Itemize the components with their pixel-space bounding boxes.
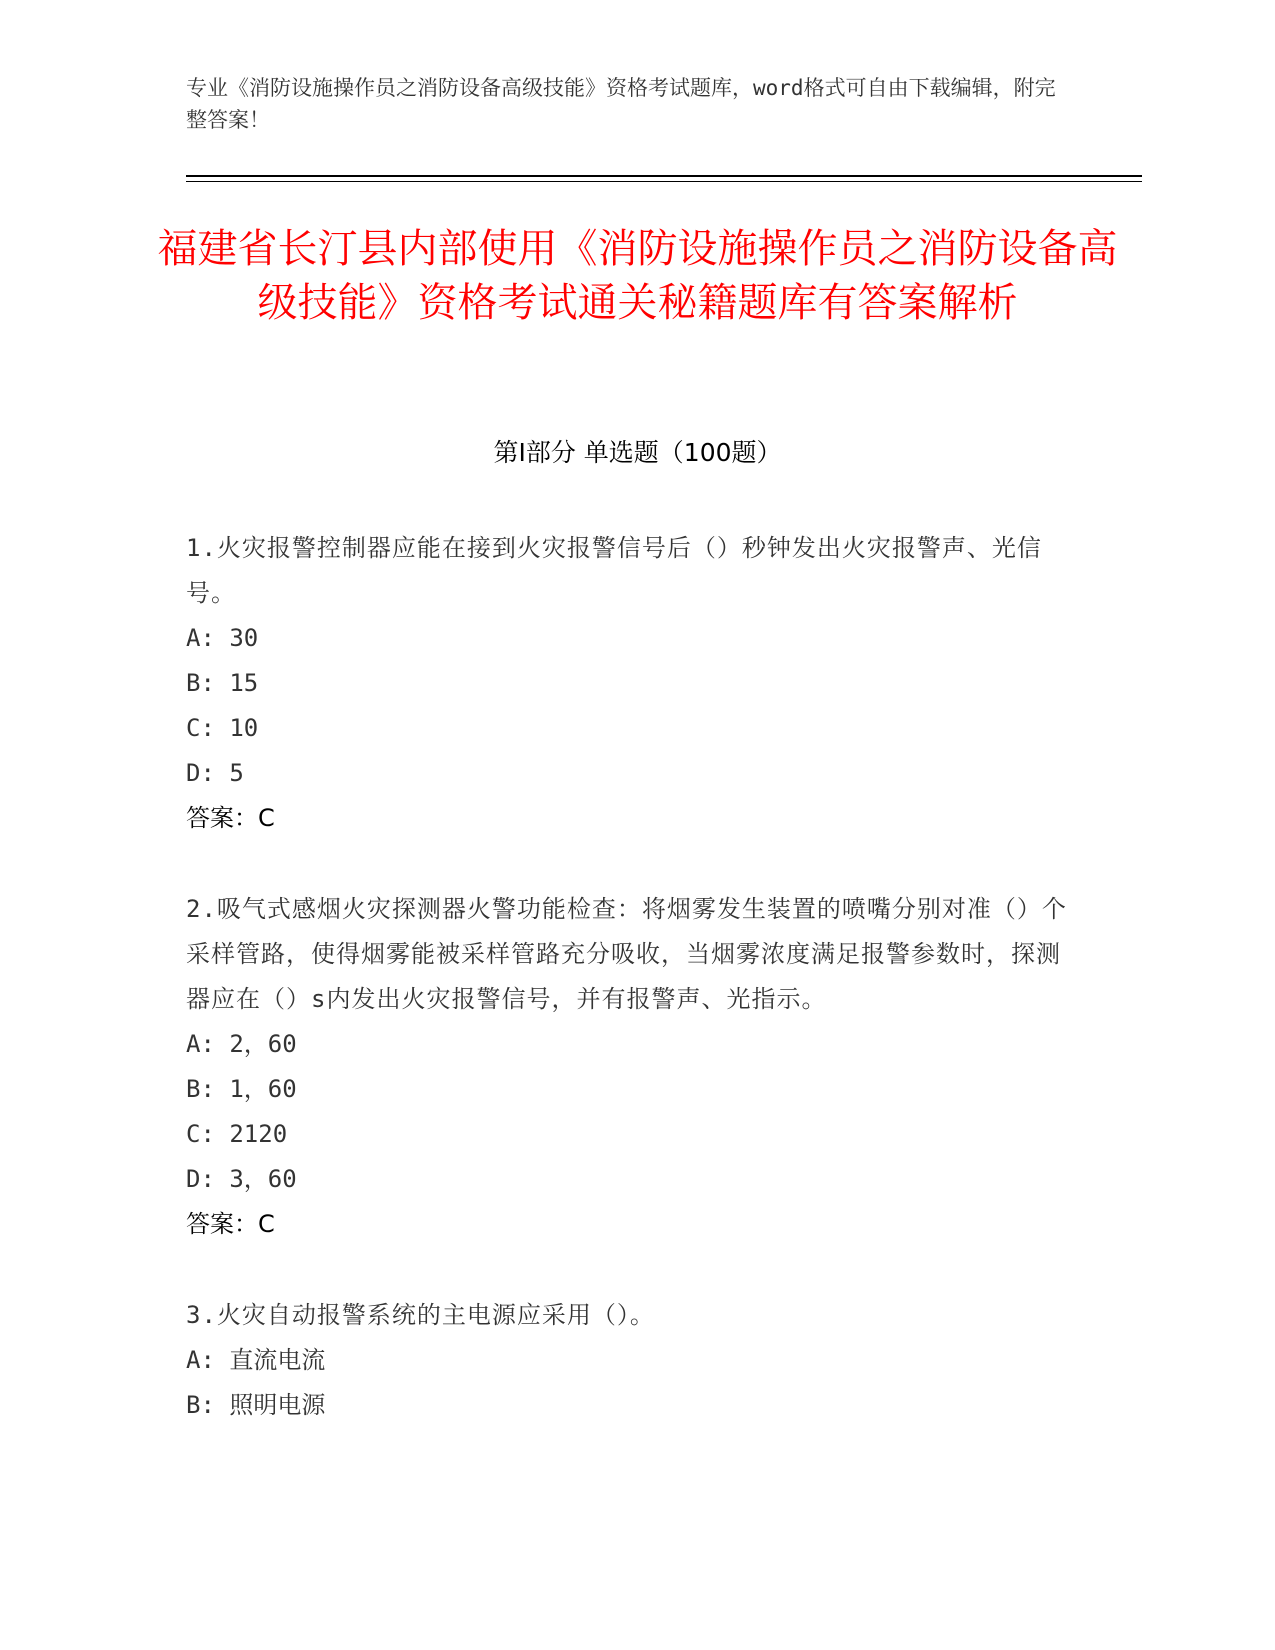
- header-divider-thick: [186, 175, 1142, 177]
- question-option: B: 照明电源: [186, 1391, 326, 1419]
- document-title: 福建省长汀县内部使用《消防设施操作员之消防设备高级技能》资格考试通关秘籍题库有答案解析: [157, 226, 1118, 326]
- question-stem: 1.火灾报警控制器应能在接到火灾报警信号后（）秒钟发出火灾报警声、光信号。: [186, 534, 1042, 607]
- question-stem: 2.吸气式感烟火灾探测器火警功能检查：将烟雾发生装置的喷嘴分别对准（）个采样管路，使得烟雾能被采样管路充分吸收，当烟雾浓度满足报警参数时，探测器应在（）s内发出火灾报警信号，并有报警声、光指示。: [186, 895, 1067, 1013]
- question-option: C: 10: [186, 714, 259, 742]
- section-title: 第Ⅰ部分 单选题（100题）: [493, 438, 782, 467]
- question-list: [186, 526, 1076, 1474]
- question-answer: 答案：C: [186, 804, 275, 832]
- question-option: A: 30: [186, 624, 259, 652]
- question-stem: 3.火灾自动报警系统的主电源应采用（）。: [186, 1301, 655, 1329]
- header-note: 专业《消防设施操作员之消防设备高级技能》资格考试题库，word格式可自由下载编辑，附完整答案！: [186, 76, 1056, 132]
- question-option: A: 直流电流: [186, 1346, 326, 1374]
- question-option: A: 2，60: [186, 1030, 297, 1058]
- question-option: B: 1，60: [186, 1075, 297, 1103]
- header-divider-thin: [186, 181, 1142, 182]
- question-option: D: 5: [186, 759, 244, 787]
- question-answer: 答案：C: [186, 1210, 275, 1238]
- question-item: [186, 1293, 1076, 1428]
- question-item: [186, 526, 1076, 841]
- question-option: B: 15: [186, 669, 259, 697]
- question-item: [186, 887, 1076, 1247]
- question-option: C: 2120: [186, 1120, 288, 1148]
- question-option: D: 3，60: [186, 1165, 297, 1193]
